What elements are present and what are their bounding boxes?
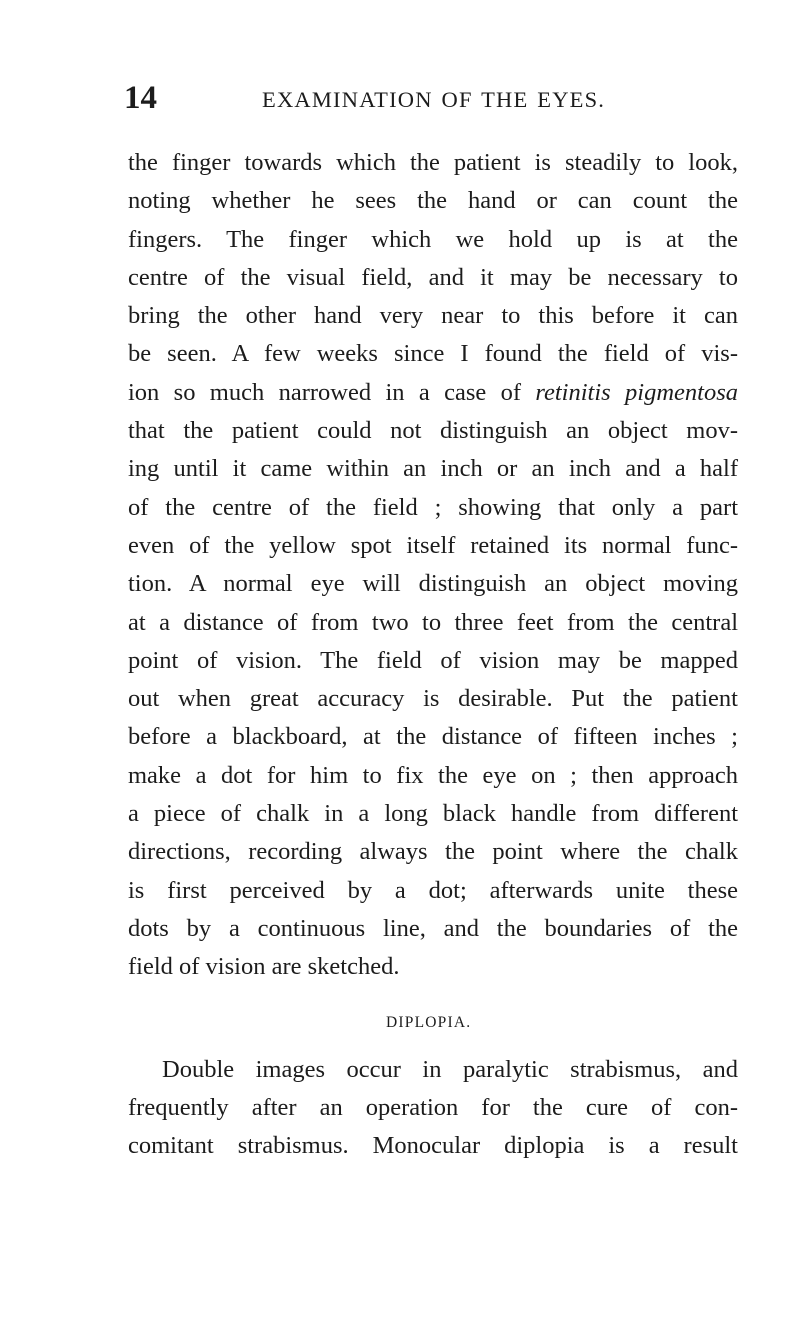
- text-line: even of the yellow spot itself retained its normal func-: [128, 531, 738, 559]
- text-line: at a distance of from two to three feet from the central: [128, 608, 738, 636]
- text-line: noting whether he sees the hand or can count the: [128, 187, 738, 215]
- text-run: ion so much narrowed in a case of: [128, 378, 536, 406]
- italic-term: retinitis pigmentosa: [535, 378, 738, 406]
- text-line: dots by a continuous line, and the boundaries of the: [128, 914, 738, 942]
- text-line: is first perceived by a dot; afterwards unite these: [128, 876, 738, 904]
- text-line: directions, recording always the point where the chalk: [128, 838, 738, 866]
- text-line: centre of the visual field, and it may be necessary to: [128, 263, 738, 291]
- text-line: ing until it came within an inch or an inch and a half: [128, 455, 738, 483]
- text-line: the finger towards which the patient is steadily to look,: [128, 149, 738, 176]
- text-line: [128, 374, 738, 412]
- text-line: point of vision. The field of vision may be mapped: [128, 646, 738, 674]
- text-line: frequently after an operation for the cure of con-: [128, 1093, 738, 1121]
- section-heading: DIPLOPIA.: [386, 1013, 472, 1031]
- text-line: field of vision are sketched.: [128, 953, 400, 981]
- text-line: a piece of chalk in a long black handle from different: [128, 800, 738, 828]
- text-line: be seen. A few weeks since I found the field of vis-: [128, 340, 738, 368]
- text-line: make a dot for him to fix the eye on ; then approach: [128, 761, 738, 789]
- text-line: bring the other hand very near to this before it can: [128, 302, 738, 330]
- text-line: fingers. The finger which we hold up is at the: [128, 225, 738, 253]
- text-line: comitant strabismus. Monocular diplopia is a result: [128, 1132, 738, 1160]
- paragraph-diplopia: [128, 1051, 738, 1166]
- text-line: before a blackboard, at the distance of fifteen inches ;: [128, 723, 738, 751]
- book-page: [124, 78, 738, 1165]
- text-line: Double images occur in paralytic strabismus, and: [162, 1055, 738, 1083]
- text-line: that the patient could not distinguish an object mov-: [128, 417, 738, 445]
- running-head-title: EXAMINATION OF THE EYES.: [262, 87, 606, 112]
- page-number: 14: [124, 80, 157, 116]
- text-line: out when great accuracy is desirable. Put the patient: [128, 685, 738, 713]
- text-line: tion. A normal eye will distinguish an object moving: [128, 570, 738, 598]
- text-line: of the centre of the field ; showing that only a part: [128, 493, 738, 521]
- running-head: [124, 78, 738, 118]
- paragraph-visual-field: [128, 144, 738, 987]
